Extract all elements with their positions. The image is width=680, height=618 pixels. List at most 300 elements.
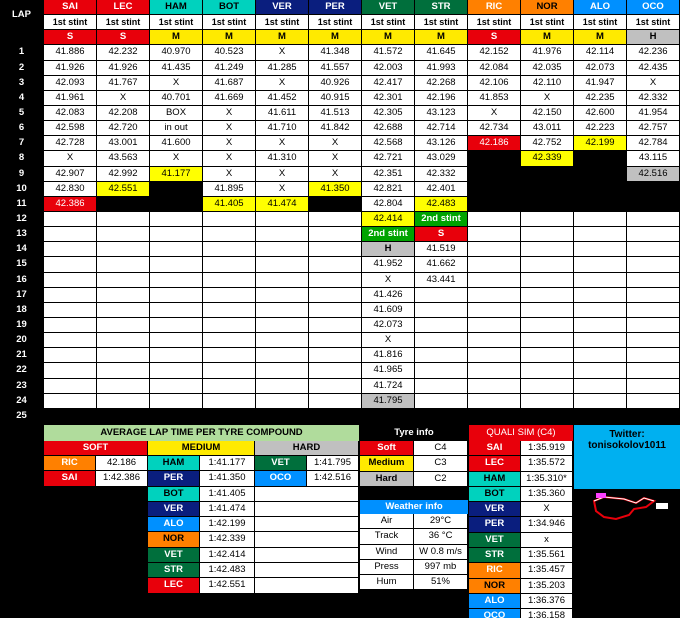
lap-number: 21	[0, 348, 44, 363]
lap-time-cell: 41.965	[362, 363, 415, 378]
quali-row	[469, 441, 573, 456]
lap-time-cell: 40.523	[203, 45, 256, 60]
lap-time-cell	[44, 363, 97, 378]
lap-time-cell	[415, 394, 468, 409]
lap-time-cell: 41.249	[203, 61, 256, 76]
lap-time-cell: 41.600	[150, 136, 203, 151]
lap-time-cell: 41.452	[256, 91, 309, 106]
lap-time-cell: 41.842	[309, 121, 362, 136]
lap-time-cell	[256, 212, 309, 227]
lap-time-cell: 42.483	[415, 197, 468, 212]
lap-time-cell: 41.926	[44, 61, 97, 76]
lap-header: LAP	[0, 0, 44, 30]
lap-time-cell	[150, 273, 203, 288]
medium-time: 1:42.339	[200, 532, 255, 547]
lap-time-cell: 42.714	[415, 121, 468, 136]
lap-time-cell	[309, 303, 362, 318]
lap-time-cell	[150, 197, 203, 212]
lap-time-cell: 2nd stint	[362, 227, 415, 242]
tyre-compound: M	[150, 30, 203, 45]
quali-row	[469, 472, 573, 487]
lap-time-cell: X	[362, 273, 415, 288]
avg-title: AVERAGE LAP TIME PER TYRE COMPOUND	[44, 425, 359, 441]
lap-time-cell: X	[256, 136, 309, 151]
lap-time-cell	[521, 394, 574, 409]
quali-driver: NOR	[469, 579, 521, 594]
lap-time-cell: 41.669	[203, 91, 256, 106]
lap-number: 23	[0, 379, 44, 394]
quali-driver: VET	[469, 533, 521, 548]
lap-time-cell: 42.196	[415, 91, 468, 106]
lap-time-cell	[574, 242, 627, 257]
lap-number: 5	[0, 106, 44, 121]
lap-time-cell	[468, 167, 521, 182]
lap-time-cell	[521, 348, 574, 363]
lap-time-cell: 41.310	[256, 151, 309, 166]
weather-row	[360, 575, 468, 590]
quali-time: 1:36.158	[521, 609, 573, 618]
driver-header-sai: SAI	[44, 0, 97, 15]
lap-time-cell	[44, 288, 97, 303]
lap-time-cell	[574, 227, 627, 242]
lap-time-cell	[309, 363, 362, 378]
lap-time-cell: 41.177	[150, 167, 203, 182]
lap-time-cell: X	[203, 121, 256, 136]
lap-time-cell: X	[521, 91, 574, 106]
lap-time-cell	[203, 303, 256, 318]
lap-time-cell: 42.414	[362, 212, 415, 227]
lap-time-cell: 42.351	[362, 167, 415, 182]
tyre-compound: M	[574, 30, 627, 45]
lap-time-cell: 41.895	[203, 182, 256, 197]
lap-time-cell	[97, 363, 150, 378]
lap-time-cell	[203, 394, 256, 409]
lap-time-cell: X	[468, 106, 521, 121]
lap-time-cell: 42.332	[627, 91, 680, 106]
lap-time-cell: 42.734	[468, 121, 521, 136]
driver-header-bot: BOT	[203, 0, 256, 15]
lap-time-cell: 41.976	[521, 45, 574, 60]
hard-empty	[255, 563, 359, 578]
lap-time-cell	[627, 379, 680, 394]
lap-time-cell	[574, 273, 627, 288]
lap-time-cell	[256, 227, 309, 242]
lap-time-cell	[574, 394, 627, 409]
lap-time-cell	[521, 409, 574, 424]
lap-time-cell: 42.235	[574, 91, 627, 106]
tyre-row	[360, 456, 468, 471]
quali-row	[469, 563, 573, 578]
lap-time-cell	[627, 318, 680, 333]
lap-time-cell	[574, 379, 627, 394]
lap-time-cell	[256, 394, 309, 409]
tyre-compound: M	[203, 30, 256, 45]
lap-number: 25	[0, 409, 44, 424]
lap-time-cell	[203, 288, 256, 303]
lap-time-cell	[256, 318, 309, 333]
lap-time-cell	[256, 363, 309, 378]
lap-time-cell: 40.701	[150, 91, 203, 106]
stint-label: 1st stint	[468, 15, 521, 30]
lap-time-cell: 42.417	[362, 76, 415, 91]
hard-time: 1:42.516	[307, 471, 359, 486]
lap-time-cell: 42.232	[97, 45, 150, 60]
tyre-compound: M	[256, 30, 309, 45]
lap-time-cell	[521, 273, 574, 288]
lap-time-cell: 41.710	[256, 121, 309, 136]
lap-time-cell: S	[415, 227, 468, 242]
quali-time: x	[521, 533, 573, 548]
lap-time-cell	[309, 333, 362, 348]
lap-time-cell	[521, 257, 574, 272]
lap-time-cell: 41.519	[415, 242, 468, 257]
hard-empty	[255, 487, 359, 502]
lap-time-cell: 41.886	[44, 45, 97, 60]
lap-time-cell: 41.557	[309, 61, 362, 76]
medium-driver: VER	[148, 502, 200, 517]
lap-time-cell	[627, 273, 680, 288]
weather-title: Weather info	[360, 500, 468, 514]
medium-driver: BOT	[148, 487, 200, 502]
lap-time-cell: H	[362, 242, 415, 257]
medium-header: MEDIUM	[148, 441, 255, 456]
lap-time-cell: 41.572	[362, 45, 415, 60]
tyre-info-title: Tyre info	[360, 425, 468, 441]
lap-number: 1	[0, 45, 44, 60]
lap-number: 9	[0, 167, 44, 182]
lap-time-cell	[627, 333, 680, 348]
lap-time-cell: 42.236	[627, 45, 680, 60]
lap-time-cell	[44, 212, 97, 227]
lap-time-cell	[150, 212, 203, 227]
tyre-compound: M	[362, 30, 415, 45]
tyre-name: Hard	[360, 472, 414, 487]
quali-time: 1:35.360	[521, 487, 573, 502]
quali-panel	[469, 425, 573, 618]
lap-time-cell	[256, 288, 309, 303]
lap-time-cell	[256, 409, 309, 424]
weather-label: Track	[360, 529, 414, 544]
tyre-compound: S	[44, 30, 97, 45]
weather-panel	[360, 500, 468, 590]
lap-time-cell: 42.435	[627, 61, 680, 76]
tyre-compound-code: C4	[414, 441, 468, 456]
lap-time-cell: 41.952	[362, 257, 415, 272]
lap-number: 13	[0, 227, 44, 242]
lap-time-cell	[44, 409, 97, 424]
lap-time-cell: 41.350	[309, 182, 362, 197]
lap-time-cell	[468, 197, 521, 212]
lap-time-cell	[468, 151, 521, 166]
soft-time: 1:42.386	[96, 471, 148, 486]
soft-driver: RIC	[44, 456, 96, 471]
lap-time-cell: 42.208	[97, 106, 150, 121]
lap-time-cell	[309, 394, 362, 409]
lap-time-cell: 41.435	[150, 61, 203, 76]
lap-time-cell	[574, 182, 627, 197]
lap-time-cell	[150, 394, 203, 409]
lap-time-cell	[97, 242, 150, 257]
lap-time-cell: 41.609	[362, 303, 415, 318]
lap-time-cell	[97, 409, 150, 424]
lap-time-cell	[203, 333, 256, 348]
stint-label: 1st stint	[309, 15, 362, 30]
lap-time-cell	[415, 288, 468, 303]
lap-time-cell	[574, 212, 627, 227]
lap-time-cell	[574, 257, 627, 272]
avg-row	[44, 517, 359, 532]
lap-time-cell: 43.441	[415, 273, 468, 288]
driver-header-ver: VER	[256, 0, 309, 15]
weather-row	[360, 545, 468, 560]
tyre-compound-code: C3	[414, 456, 468, 471]
quali-title: QUALI SIM (C4)	[469, 425, 573, 441]
lap-number: 2	[0, 61, 44, 76]
hard-empty	[255, 532, 359, 547]
lap-time-cell	[309, 197, 362, 212]
medium-driver: NOR	[148, 532, 200, 547]
lap-time-cell	[97, 212, 150, 227]
lap-time-cell	[627, 212, 680, 227]
lap-time-cell	[44, 379, 97, 394]
lap-time-cell	[468, 363, 521, 378]
lap-time-cell: 43.563	[97, 151, 150, 166]
lap-time-cell	[44, 257, 97, 272]
lap-number: 11	[0, 197, 44, 212]
lap-time-cell	[150, 333, 203, 348]
lap-time-cell	[256, 379, 309, 394]
lap-time-cell	[521, 242, 574, 257]
lap-time-cell: in out	[150, 121, 203, 136]
lap-time-cell: 42.516	[627, 167, 680, 182]
medium-driver: LEC	[148, 578, 200, 593]
lap-time-cell	[150, 379, 203, 394]
lap-time-cell: 42.268	[415, 76, 468, 91]
lap-time-cell: 41.795	[362, 394, 415, 409]
lap-number: 24	[0, 394, 44, 409]
lap-time-cell	[468, 303, 521, 318]
lap-time-cell: 42.757	[627, 121, 680, 136]
lap-time-cell	[468, 318, 521, 333]
avg-row	[44, 563, 359, 578]
lap-time-cell: 41.513	[309, 106, 362, 121]
lap-time-cell	[309, 318, 362, 333]
lap-time-cell: X	[150, 151, 203, 166]
lap-time-cell: 41.961	[44, 91, 97, 106]
lap-time-cell: X	[97, 91, 150, 106]
stint-label: 1st stint	[203, 15, 256, 30]
lap-time-cell	[468, 409, 521, 424]
lap-time-cell	[574, 288, 627, 303]
quali-rows	[469, 441, 573, 618]
quali-time: 1:35.457	[521, 563, 573, 578]
soft-empty	[44, 502, 148, 517]
lap-time-cell: 42.332	[415, 167, 468, 182]
lap-time-cell	[521, 197, 574, 212]
avg-row	[44, 548, 359, 563]
soft-driver: SAI	[44, 471, 96, 486]
lap-time-cell	[150, 318, 203, 333]
lap-time-cell: 42.093	[44, 76, 97, 91]
avg-row	[44, 471, 359, 486]
lap-time-cell: 42.073	[574, 61, 627, 76]
weather-value: 29°C	[414, 514, 468, 529]
lap-time-cell	[362, 409, 415, 424]
lap-time-cell	[468, 379, 521, 394]
lap-time-cell: X	[150, 76, 203, 91]
lap-time-cell	[150, 227, 203, 242]
lap-time-cell: 40.970	[150, 45, 203, 60]
lap-time-cell	[44, 318, 97, 333]
lap-time-cell	[468, 333, 521, 348]
lap-time-cell	[521, 212, 574, 227]
avg-row	[44, 532, 359, 547]
lap-time-cell: X	[256, 45, 309, 60]
avg-panel	[44, 425, 359, 594]
lap-time-cell	[203, 409, 256, 424]
quali-row	[469, 502, 573, 517]
lap-time-cell: 42.830	[44, 182, 97, 197]
stint-label: 1st stint	[256, 15, 309, 30]
lap-time-cell: 42.114	[574, 45, 627, 60]
soft-time: 42.186	[96, 456, 148, 471]
lap-time-cell	[203, 348, 256, 363]
lap-time-cell	[150, 303, 203, 318]
weather-value: 36 °C	[414, 529, 468, 544]
quali-time: 1:35.572	[521, 456, 573, 471]
lap-time-cell	[203, 318, 256, 333]
medium-time: 1:41.350	[200, 471, 255, 486]
lap-time-cell: 42.721	[362, 151, 415, 166]
lap-time-cell: 2nd stint	[415, 212, 468, 227]
weather-value: 51%	[414, 575, 468, 590]
lap-time-cell: X	[256, 182, 309, 197]
lap-time-cell: 42.003	[362, 61, 415, 76]
driver-header-per: PER	[309, 0, 362, 15]
track-map-icon	[574, 489, 680, 529]
weather-rows	[360, 514, 468, 590]
lap-time-cell: 42.386	[44, 197, 97, 212]
lap-time-cell: X	[362, 333, 415, 348]
lap-time-cell	[574, 348, 627, 363]
lap-time-cell	[44, 227, 97, 242]
lap-time-cell	[150, 182, 203, 197]
lap-time-cell	[521, 227, 574, 242]
lap-time-cell: 41.767	[97, 76, 150, 91]
lap-time-cell: 42.907	[44, 167, 97, 182]
lap-time-cell: 42.821	[362, 182, 415, 197]
medium-time: 1:41.405	[200, 487, 255, 502]
lap-time-cell: 41.724	[362, 379, 415, 394]
soft-empty	[44, 563, 148, 578]
medium-time: 1:42.483	[200, 563, 255, 578]
lap-time-cell: 40.926	[309, 76, 362, 91]
lap-time-cell	[150, 348, 203, 363]
lap-time-cell	[574, 151, 627, 166]
lap-time-cell: X	[44, 151, 97, 166]
lap-time-cell	[44, 303, 97, 318]
lap-time-cell: X	[203, 136, 256, 151]
lap-time-cell	[574, 303, 627, 318]
quali-driver: RIC	[469, 563, 521, 578]
lap-header-spacer	[0, 30, 44, 45]
lap-time-cell: 42.035	[521, 61, 574, 76]
quali-time: 1:36.376	[521, 594, 573, 609]
quali-driver: PER	[469, 517, 521, 532]
weather-row	[360, 514, 468, 529]
hard-empty	[255, 517, 359, 532]
lap-time-cell: X	[309, 136, 362, 151]
soft-empty	[44, 578, 148, 593]
quali-time: 1:34.946	[521, 517, 573, 532]
lap-time-cell	[627, 348, 680, 363]
lap-time-cell	[150, 242, 203, 257]
lap-number: 18	[0, 303, 44, 318]
driver-header-oco: OCO	[627, 0, 680, 15]
lap-time-cell	[97, 273, 150, 288]
quali-driver: VER	[469, 502, 521, 517]
track-map	[574, 489, 680, 529]
hard-header: HARD	[255, 441, 359, 456]
weather-value: 997 mb	[414, 560, 468, 575]
stint-label: 1st stint	[415, 15, 468, 30]
medium-time: 1:42.414	[200, 548, 255, 563]
hard-empty	[255, 502, 359, 517]
lap-time-cell	[521, 288, 574, 303]
lap-time-cell	[415, 318, 468, 333]
stint-label: 1st stint	[574, 15, 627, 30]
lap-time-cell	[97, 303, 150, 318]
lap-time-cell	[415, 333, 468, 348]
lap-time-cell	[309, 257, 362, 272]
lap-time-cell: X	[309, 167, 362, 182]
quali-row	[469, 609, 573, 618]
tyre-rows	[360, 441, 468, 487]
lap-time-cell	[574, 363, 627, 378]
lap-time-cell: 42.728	[44, 136, 97, 151]
lap-time-cell	[521, 167, 574, 182]
lap-time-cell	[256, 257, 309, 272]
tyre-row	[360, 472, 468, 487]
quali-driver: OCO	[469, 609, 521, 618]
lap-time-cell	[97, 227, 150, 242]
soft-empty	[44, 487, 148, 502]
medium-driver: HAM	[148, 456, 200, 471]
lap-time-cell: 41.348	[309, 45, 362, 60]
lap-time-cell	[203, 257, 256, 272]
lap-time-cell	[468, 242, 521, 257]
hard-empty	[255, 548, 359, 563]
lap-time-cell: 41.662	[415, 257, 468, 272]
lap-time-cell	[44, 242, 97, 257]
hard-driver: OCO	[255, 471, 307, 486]
lap-time-cell	[521, 333, 574, 348]
lap-time-cell: 42.152	[468, 45, 521, 60]
lap-time-cell: 41.687	[203, 76, 256, 91]
lap-time-cell: 43.001	[97, 136, 150, 151]
lap-time-cell	[203, 212, 256, 227]
lap-number: 20	[0, 333, 44, 348]
quali-driver: BOT	[469, 487, 521, 502]
tyre-compound: M	[309, 30, 362, 45]
lap-time-cell	[521, 363, 574, 378]
tyre-name: Medium	[360, 456, 414, 471]
stint-label: 1st stint	[44, 15, 97, 30]
lap-time-cell	[150, 363, 203, 378]
lap-time-cell	[309, 379, 362, 394]
quali-time: 1:35.310*	[521, 472, 573, 487]
lap-time-cell	[468, 257, 521, 272]
